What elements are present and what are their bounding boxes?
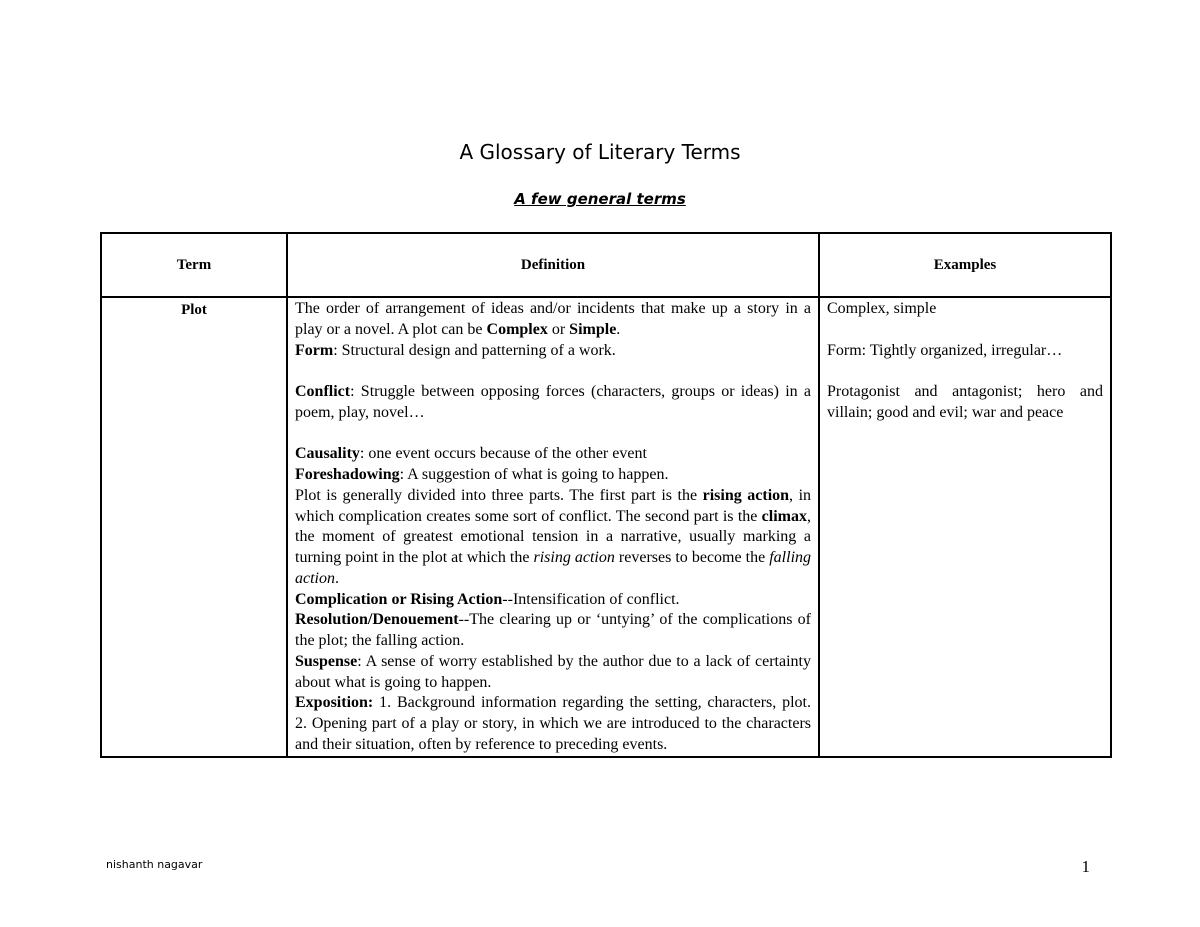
causality-definition: Causality: one event occurs because of the other event bbox=[295, 445, 647, 463]
page-number: 1 bbox=[1081, 857, 1090, 876]
term-cell: Plot bbox=[101, 297, 287, 757]
example-form: Form: Tightly organized, irregular… bbox=[827, 341, 1063, 359]
header-term: Term bbox=[101, 233, 287, 297]
example-conflict: Protagonist and antagonist; hero and villain; good and evil; war and peace bbox=[827, 383, 1103, 421]
definition-cell bbox=[287, 297, 819, 757]
glossary-table bbox=[100, 232, 1112, 758]
example-plot: Complex, simple bbox=[827, 300, 937, 317]
table-row bbox=[101, 297, 1111, 757]
exposition-definition: Exposition: 1. Background information regarding the setting, characters, plot. 2. Opening part of a play or story, in which we are introduced to the characters and their situation, often by reference to preceding events. bbox=[295, 694, 811, 753]
section-subtitle: A few general terms bbox=[514, 190, 686, 208]
header-definition: Definition bbox=[287, 233, 819, 297]
plot-definition: The order of arrangement of ideas and/or incidents that make up a story in a play or a novel. A plot can be Complex or Simple. bbox=[295, 300, 811, 338]
complication-definition: Complication or Rising Action--Intensification of conflict. bbox=[295, 590, 680, 608]
suspense-definition: Suspense: A sense of worry established by the author due to a lack of certainty about what is going to happen. bbox=[295, 652, 811, 691]
document-title: A Glossary of Literary Terms bbox=[459, 140, 741, 164]
form-definition: Form: Structural design and patterning of a work. bbox=[295, 341, 616, 359]
foreshadowing-definition: Foreshadowing: A suggestion of what is going to happen. bbox=[295, 466, 669, 483]
table-header-row bbox=[101, 233, 1111, 297]
conflict-definition: Conflict: Struggle between opposing forces (characters, groups or ideas) in a poem, play, novel… bbox=[295, 383, 811, 421]
footer-author: nishanth nagavar bbox=[106, 858, 203, 871]
header-examples: Examples bbox=[819, 233, 1111, 297]
resolution-definition: Resolution/Denouement--The clearing up or ‘untying’ of the complications of the plot; the falling action. bbox=[295, 611, 811, 649]
plot-parts-paragraph: Plot is generally divided into three parts. The first part is the rising action, in which complication creates some sort of conflict. The second part is the climax, the moment of greatest emotional tension in a narrative, usually marking a turning point in the plot at which the rising action reverses to become the falling action. bbox=[295, 486, 812, 587]
examples-cell bbox=[819, 297, 1111, 757]
